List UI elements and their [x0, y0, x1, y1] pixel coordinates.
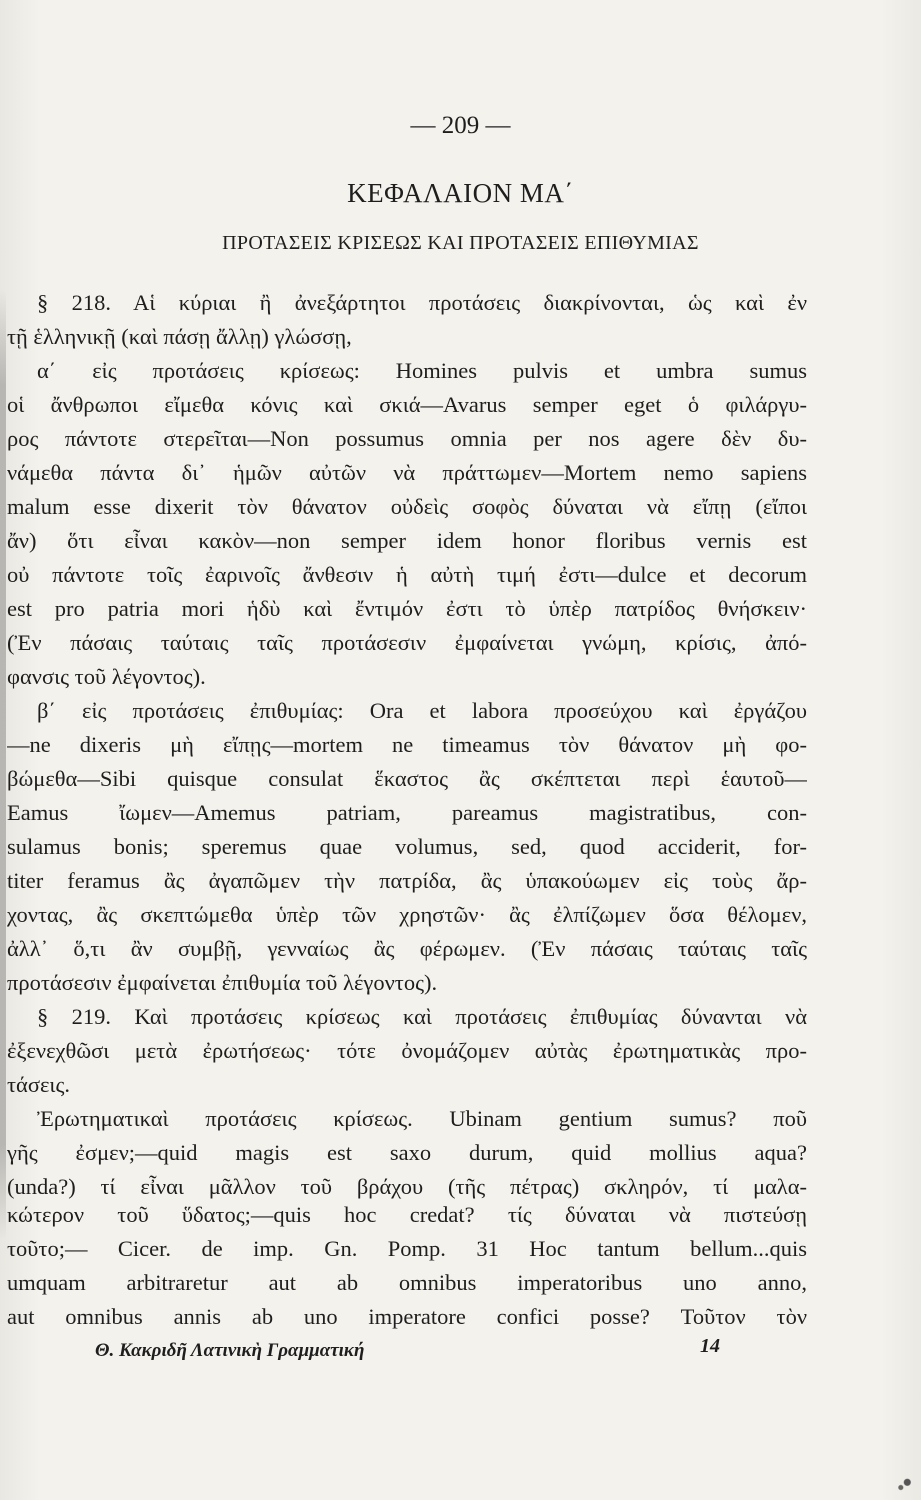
text-line: οὐ πάντοτε τοῖς ἐαρινοῖς ἄνθεσιν ἡ αὐτὴ τιμή ἐστι—dulce et decorum [7, 562, 807, 587]
text-line: γῆς ἐσμεν;—quid magis est saxo durum, quid mollius aqua? [7, 1140, 807, 1165]
text-line: aut omnibus annis ab uno imperatore confici posse? Τοῦτον τὸν [7, 1304, 807, 1329]
text-line: τοῦτο;— Cicer. de imp. Gn. Pomp. 31 Hoc tantum bellum...quis [7, 1236, 807, 1261]
text-line: φανσις τοῦ λέγοντος). [7, 664, 206, 689]
text-line: κώτερον τοῦ ὕδατος;—quis hoc credat? τίς δύναται νὰ πιστεύσῃ [7, 1202, 807, 1227]
text-line: (Ἐν πάσαις ταύταις ταῖς προτάσεσιν ἐμφαίνεται γνώμη, κρίσις, ἀπό- [7, 630, 807, 655]
footer-signature: Θ. Κακριδῆ Λατινικὴ Γραμματική [95, 1340, 365, 1361]
text-line: ρος πάντοτε στερεῖται—Non possumus omnia per nos agere δὲν δυ- [7, 426, 807, 451]
left-margin-shadow [0, 290, 6, 1240]
text-line: § 218. Αἱ κύριαι ἢ ἀνεξάρτητοι προτάσεις διακρίνονται, ὡς καὶ ἐν [37, 290, 807, 315]
chapter-subtitle: ΠΡΟΤΑΣΕΙΣ ΚΡΙΣΕΩΣ ΚΑΙ ΠΡΟΤΑΣΕΙΣ ΕΠΙΘΥΜΙΑΣ [222, 232, 699, 254]
corner-ink-mark [893, 1468, 919, 1494]
text-line: ἀλλ᾽ ὅ,τι ἂν συμβῇ, γενναίως ἂς φέρωμεν. (Ἐν πάσαις ταύταις ταῖς [7, 936, 807, 961]
text-line: umquam arbitraretur aut ab omnibus imperatoribus uno anno, [7, 1270, 807, 1295]
text-line: sulamus bonis; speremus quae volumus, sed, quod acciderit, for- [7, 834, 807, 859]
text-line: —ne dixeris μὴ εἴπῃς—mortem ne timeamus τὸν θάνατον μὴ φο- [7, 732, 807, 757]
text-line: (unda?) τί εἶναι μᾶλλον τοῦ βράχου (τῆς πέτρας) σκληρόν, τί μαλα- [7, 1174, 807, 1199]
signature-number: 14 [700, 1335, 720, 1357]
text-line: βώμεθα—Sibi quisque consulat ἕκαστος ἂς σκέπτεται περὶ ἑαυτοῦ— [7, 766, 807, 791]
text-line: νάμεθα πάντα δι᾽ ἡμῶν αὐτῶν νὰ πράττωμεν—Mortem nemo sapiens [7, 460, 807, 485]
text-line: ἐξενεχθῶσι μετὰ ἐρωτήσεως· τότε ὀνομάζομεν αὐτὰς ἐρωτηματικὰς προ- [7, 1038, 807, 1063]
text-line: malum esse dixerit τὸν θάνατον οὐδεὶς σοφὸς δύναται νὰ εἴπῃ (εἴποι [7, 494, 807, 519]
text-line: Ἐρωτηματικαὶ προτάσεις κρίσεως. Ubinam gentium sumus? ποῦ [37, 1106, 807, 1131]
text-line: τῇ ἑλληνικῇ (καὶ πάσῃ ἄλλῃ) γλώσσῃ, [7, 324, 352, 349]
page-number: — 209 — [410, 112, 511, 139]
text-line: Eamus ἴωμεν—Amemus patriam, pareamus magistratibus, con- [7, 800, 807, 825]
text-line: τάσεις. [7, 1072, 70, 1097]
text-line: ἄν) ὅτι εἶναι κακὸν—non semper idem honor floribus vernis est [7, 528, 807, 553]
text-line: β΄ εἰς προτάσεις ἐπιθυμίας: Ora et labora προσεύχου καὶ ἐργάζου [37, 698, 807, 723]
chapter-title: ΚΕΦΑΛΑΙΟΝ ΜΑ΄ [347, 178, 574, 208]
text-line: α΄ εἰς προτάσεις κρίσεως: Homines pulvis et umbra sumus [37, 358, 807, 383]
text-line: est pro patria mori ἡδὺ καὶ ἔντιμόν ἐστι τὸ ὑπὲρ πατρίδος θνήσκειν· [7, 596, 807, 621]
text-line: οἱ ἄνθρωποι εἴμεθα κόνις καὶ σκιά—Avarus semper eget ὁ φιλάργυ- [7, 392, 807, 417]
text-line: χοντας, ἂς σκεπτώμεθα ὑπὲρ τῶν χρηστῶν· ἂς ἐλπίζωμεν ὅσα θέλομεν, [7, 902, 807, 927]
text-line: § 219. Καὶ προτάσεις κρίσεως καὶ προτάσεις ἐπιθυμίας δύνανται νὰ [37, 1004, 807, 1029]
text-line: titer feramus ἂς ἀγαπῶμεν τὴν πατρίδα, ἂς ὑπακούωμεν εἰς τοὺς ἄρ- [7, 868, 807, 893]
text-line: προτάσεσιν ἐμφαίνεται ἐπιθυμία τοῦ λέγοντος). [7, 970, 438, 995]
